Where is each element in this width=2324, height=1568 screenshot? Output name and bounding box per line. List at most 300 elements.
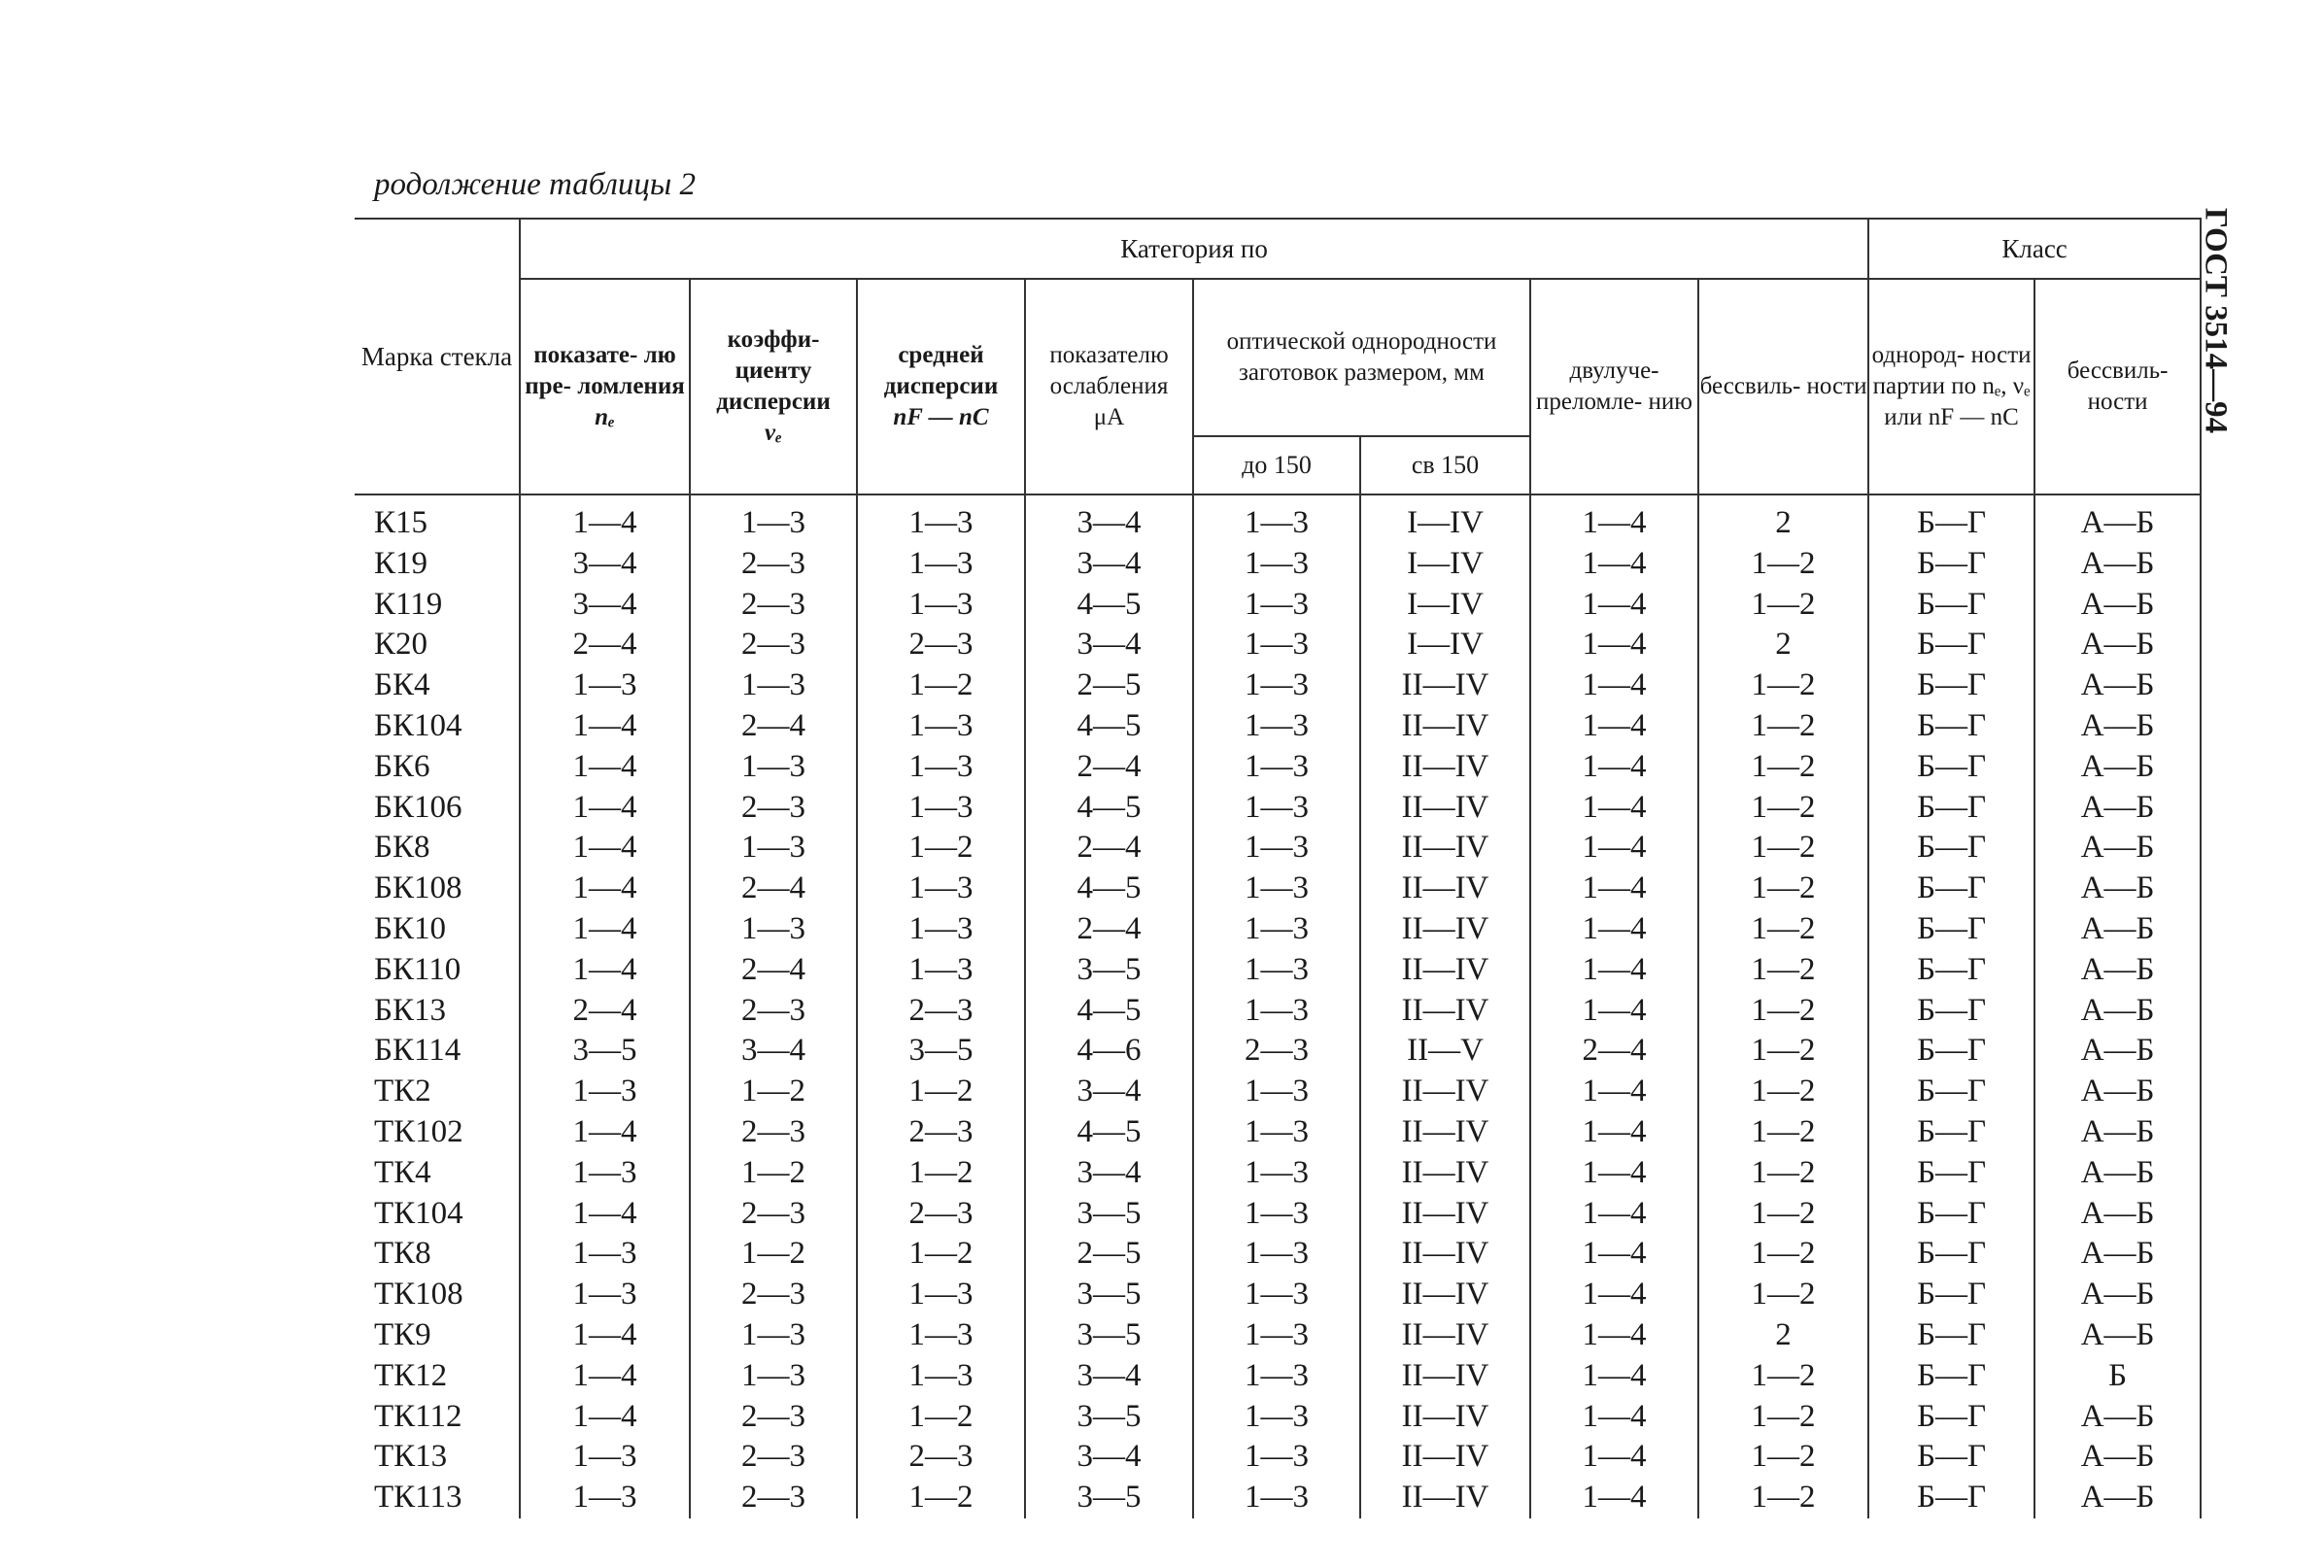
cell-brand: ТК2 [355, 1072, 520, 1112]
cell-brand: БК8 [355, 828, 520, 869]
cell-bubbles: 1—2 [1698, 991, 1868, 1032]
header-attenuation [1025, 279, 1193, 494]
cell-homog-up-to-150: 1—3 [1193, 828, 1360, 869]
table-row [355, 665, 2201, 706]
table-row [355, 1072, 2201, 1112]
cell-class-homogeneity: Б—Г [1868, 1397, 2034, 1438]
cell-brand: ТК113 [355, 1478, 520, 1518]
cell-homog-over-150: II—IV [1360, 788, 1530, 829]
cell-bubbles: 2 [1698, 1315, 1868, 1356]
table-row [355, 950, 2201, 991]
cell-brand: ТК104 [355, 1194, 520, 1235]
cell-homog-up-to-150: 1—3 [1193, 1478, 1360, 1518]
cell-homog-up-to-150: 1—3 [1193, 1315, 1360, 1356]
cell-class-homogeneity: Б—Г [1868, 950, 2034, 991]
cell-dispersion-coef: 2—3 [690, 788, 857, 829]
cell-homog-over-150: I—IV [1360, 494, 1530, 544]
cell-class-bubbles: А—Б [2034, 544, 2201, 585]
cell-birefringence: 1—4 [1530, 1234, 1698, 1275]
header-refraction-symbol: nₑ [595, 404, 615, 430]
cell-brand: ТК13 [355, 1437, 520, 1478]
cell-class-homogeneity: Б—Г [1868, 1315, 2034, 1356]
cell-dispersion-coef: 2—3 [690, 544, 857, 585]
cell-homog-over-150: II—IV [1360, 1194, 1530, 1235]
cell-brand: К15 [355, 494, 520, 544]
cell-dispersion-coef: 1—3 [690, 747, 857, 788]
cell-class-bubbles: А—Б [2034, 625, 2201, 665]
table-row [355, 1397, 2201, 1438]
cell-class-bubbles: Б [2034, 1356, 2201, 1397]
cell-attenuation: 2—5 [1025, 1234, 1193, 1275]
header-category-group: Категория по [520, 219, 1868, 279]
cell-bubbles: 1—2 [1698, 747, 1868, 788]
cell-homog-up-to-150: 1—3 [1193, 869, 1360, 909]
cell-class-homogeneity: Б—Г [1868, 747, 2034, 788]
cell-homog-up-to-150: 1—3 [1193, 706, 1360, 747]
cell-bubbles: 1—2 [1698, 950, 1868, 991]
cell-mean-dispersion: 1—3 [857, 1315, 1025, 1356]
header-homogeneity: оптической однородности заготовок размером, мм [1193, 279, 1530, 436]
cell-class-bubbles: А—Б [2034, 665, 2201, 706]
cell-attenuation: 4—5 [1025, 1112, 1193, 1153]
table-row [355, 625, 2201, 665]
cell-homog-over-150: II—IV [1360, 1112, 1530, 1153]
table-row [355, 869, 2201, 909]
cell-class-homogeneity: Б—Г [1868, 1275, 2034, 1315]
cell-refraction: 1—4 [520, 869, 690, 909]
cell-homog-up-to-150: 1—3 [1193, 1194, 1360, 1235]
cell-homog-over-150: II—V [1360, 1031, 1530, 1072]
cell-refraction: 3—4 [520, 585, 690, 626]
cell-birefringence: 1—4 [1530, 1478, 1698, 1518]
cell-mean-dispersion: 1—2 [857, 665, 1025, 706]
cell-homog-up-to-150: 1—3 [1193, 747, 1360, 788]
cell-homog-over-150: II—IV [1360, 1275, 1530, 1315]
cell-homog-over-150: II—IV [1360, 1315, 1530, 1356]
cell-refraction: 1—3 [520, 1275, 690, 1315]
cell-brand: БК106 [355, 788, 520, 829]
cell-attenuation: 3—4 [1025, 625, 1193, 665]
header-up-to-150: до 150 [1193, 436, 1360, 494]
cell-dispersion-coef: 2—4 [690, 706, 857, 747]
header-class-homogeneity: однород- ности партии по nₑ, νₑ или nF — nC [1868, 279, 2034, 494]
cell-homog-up-to-150: 1—3 [1193, 665, 1360, 706]
cell-attenuation: 4—5 [1025, 585, 1193, 626]
cell-mean-dispersion: 1—2 [857, 828, 1025, 869]
table-caption: родолжение таблицы 2 [374, 167, 696, 202]
cell-dispersion-coef: 3—4 [690, 1031, 857, 1072]
cell-brand: БК13 [355, 991, 520, 1032]
cell-bubbles: 1—2 [1698, 1397, 1868, 1438]
cell-class-bubbles: А—Б [2034, 706, 2201, 747]
cell-bubbles: 1—2 [1698, 1437, 1868, 1478]
cell-refraction: 1—4 [520, 494, 690, 544]
cell-birefringence: 1—4 [1530, 706, 1698, 747]
cell-class-bubbles: А—Б [2034, 1153, 2201, 1194]
cell-attenuation: 3—5 [1025, 950, 1193, 991]
cell-refraction: 1—4 [520, 1112, 690, 1153]
cell-dispersion-coef: 1—2 [690, 1153, 857, 1194]
cell-homog-up-to-150: 1—3 [1193, 991, 1360, 1032]
cell-mean-dispersion: 1—2 [857, 1072, 1025, 1112]
cell-birefringence: 1—4 [1530, 1315, 1698, 1356]
cell-homog-up-to-150: 1—3 [1193, 1153, 1360, 1194]
cell-class-bubbles: А—Б [2034, 1234, 2201, 1275]
header-attenuation-label: показателю ослабления [1049, 342, 1169, 399]
table-row [355, 909, 2201, 950]
header-attenuation-symbol: μA [1093, 404, 1125, 430]
cell-class-homogeneity: Б—Г [1868, 1194, 2034, 1235]
cell-refraction: 1—3 [520, 1234, 690, 1275]
standard-code: ГОСТ 3514—94 [2198, 207, 2234, 434]
cell-refraction: 1—3 [520, 1072, 690, 1112]
table-row [355, 494, 2201, 544]
cell-class-bubbles: А—Б [2034, 1315, 2201, 1356]
cell-attenuation: 2—5 [1025, 665, 1193, 706]
cell-mean-dispersion: 1—3 [857, 788, 1025, 829]
header-mean-dispersion-symbol: nF — nC [893, 404, 989, 430]
table-row [355, 1112, 2201, 1153]
cell-attenuation: 3—5 [1025, 1315, 1193, 1356]
cell-homog-over-150: II—IV [1360, 747, 1530, 788]
cell-class-homogeneity: Б—Г [1868, 706, 2034, 747]
table-body [355, 494, 2201, 1518]
table-row [355, 1315, 2201, 1356]
table-row [355, 991, 2201, 1032]
cell-homog-over-150: II—IV [1360, 909, 1530, 950]
cell-class-bubbles: А—Б [2034, 1031, 2201, 1072]
cell-bubbles: 1—2 [1698, 1072, 1868, 1112]
cell-dispersion-coef: 1—3 [690, 665, 857, 706]
cell-brand: БК104 [355, 706, 520, 747]
cell-class-bubbles: А—Б [2034, 1437, 2201, 1478]
header-refraction [520, 279, 690, 494]
cell-attenuation: 4—5 [1025, 869, 1193, 909]
cell-dispersion-coef: 2—3 [690, 1112, 857, 1153]
cell-homog-over-150: II—IV [1360, 1234, 1530, 1275]
cell-refraction: 1—4 [520, 1397, 690, 1438]
cell-birefringence: 1—4 [1530, 950, 1698, 991]
cell-homog-up-to-150: 1—3 [1193, 625, 1360, 665]
cell-class-homogeneity: Б—Г [1868, 1234, 2034, 1275]
cell-bubbles: 1—2 [1698, 706, 1868, 747]
cell-class-homogeneity: Б—Г [1868, 1153, 2034, 1194]
cell-attenuation: 2—4 [1025, 828, 1193, 869]
cell-bubbles: 1—2 [1698, 1194, 1868, 1235]
cell-attenuation: 4—5 [1025, 706, 1193, 747]
cell-homog-up-to-150: 1—3 [1193, 950, 1360, 991]
cell-bubbles: 1—2 [1698, 869, 1868, 909]
cell-class-bubbles: А—Б [2034, 1194, 2201, 1235]
cell-brand: ТК108 [355, 1275, 520, 1315]
cell-birefringence: 1—4 [1530, 625, 1698, 665]
cell-mean-dispersion: 1—2 [857, 1478, 1025, 1518]
cell-homog-over-150: II—IV [1360, 950, 1530, 991]
cell-mean-dispersion: 1—3 [857, 1275, 1025, 1315]
cell-homog-up-to-150: 1—3 [1193, 1072, 1360, 1112]
cell-homog-over-150: II—IV [1360, 1478, 1530, 1518]
cell-mean-dispersion: 3—5 [857, 1031, 1025, 1072]
cell-class-homogeneity: Б—Г [1868, 1072, 2034, 1112]
cell-class-bubbles: А—Б [2034, 1397, 2201, 1438]
cell-refraction: 1—3 [520, 1437, 690, 1478]
cell-bubbles: 1—2 [1698, 909, 1868, 950]
cell-birefringence: 1—4 [1530, 1356, 1698, 1397]
header-class-group: Класс [1868, 219, 2201, 279]
cell-birefringence: 1—4 [1530, 1112, 1698, 1153]
cell-class-homogeneity: Б—Г [1868, 625, 2034, 665]
cell-mean-dispersion: 1—3 [857, 1356, 1025, 1397]
cell-birefringence: 1—4 [1530, 1437, 1698, 1478]
cell-homog-over-150: II—IV [1360, 1356, 1530, 1397]
cell-dispersion-coef: 1—3 [690, 1356, 857, 1397]
cell-homog-up-to-150: 1—3 [1193, 585, 1360, 626]
cell-brand: К19 [355, 544, 520, 585]
cell-mean-dispersion: 1—3 [857, 950, 1025, 991]
cell-bubbles: 1—2 [1698, 665, 1868, 706]
cell-class-bubbles: А—Б [2034, 585, 2201, 626]
cell-birefringence: 1—4 [1530, 1397, 1698, 1438]
cell-bubbles: 1—2 [1698, 1356, 1868, 1397]
cell-mean-dispersion: 2—3 [857, 1437, 1025, 1478]
cell-refraction: 3—5 [520, 1031, 690, 1072]
cell-birefringence: 1—4 [1530, 1194, 1698, 1235]
cell-refraction: 1—4 [520, 909, 690, 950]
cell-mean-dispersion: 1—3 [857, 494, 1025, 544]
cell-class-bubbles: А—Б [2034, 1275, 2201, 1315]
table-row [355, 1234, 2201, 1275]
header-mean-dispersion-label: средней дисперсии [883, 342, 999, 399]
cell-class-bubbles: А—Б [2034, 869, 2201, 909]
cell-brand: К119 [355, 585, 520, 626]
table-row [355, 1031, 2201, 1072]
table-row [355, 706, 2201, 747]
cell-mean-dispersion: 1—2 [857, 1153, 1025, 1194]
cell-attenuation: 4—6 [1025, 1031, 1193, 1072]
cell-dispersion-coef: 1—2 [690, 1072, 857, 1112]
cell-homog-up-to-150: 2—3 [1193, 1031, 1360, 1072]
cell-homog-over-150: II—IV [1360, 1153, 1530, 1194]
cell-class-bubbles: А—Б [2034, 788, 2201, 829]
table-row [355, 544, 2201, 585]
table-row [355, 828, 2201, 869]
cell-homog-up-to-150: 1—3 [1193, 1356, 1360, 1397]
cell-mean-dispersion: 2—3 [857, 991, 1025, 1032]
cell-birefringence: 2—4 [1530, 1031, 1698, 1072]
cell-refraction: 3—4 [520, 544, 690, 585]
cell-dispersion-coef: 2—4 [690, 869, 857, 909]
cell-dispersion-coef: 2—3 [690, 625, 857, 665]
cell-mean-dispersion: 1—3 [857, 585, 1025, 626]
cell-brand: ТК112 [355, 1397, 520, 1438]
cell-refraction: 1—4 [520, 788, 690, 829]
cell-brand: ТК9 [355, 1315, 520, 1356]
cell-refraction: 1—4 [520, 1194, 690, 1235]
cell-attenuation: 3—4 [1025, 1356, 1193, 1397]
cell-homog-up-to-150: 1—3 [1193, 544, 1360, 585]
cell-brand: БК4 [355, 665, 520, 706]
cell-refraction: 1—4 [520, 1356, 690, 1397]
cell-birefringence: 1—4 [1530, 494, 1698, 544]
cell-attenuation: 3—4 [1025, 1153, 1193, 1194]
cell-birefringence: 1—4 [1530, 585, 1698, 626]
cell-class-bubbles: А—Б [2034, 494, 2201, 544]
cell-homog-up-to-150: 1—3 [1193, 909, 1360, 950]
cell-birefringence: 1—4 [1530, 1153, 1698, 1194]
cell-refraction: 1—4 [520, 828, 690, 869]
header-mean-dispersion [857, 279, 1025, 494]
cell-mean-dispersion: 1—2 [857, 1234, 1025, 1275]
cell-dispersion-coef: 1—2 [690, 1234, 857, 1275]
cell-birefringence: 1—4 [1530, 747, 1698, 788]
cell-attenuation: 2—4 [1025, 909, 1193, 950]
cell-refraction: 1—3 [520, 1478, 690, 1518]
cell-bubbles: 1—2 [1698, 544, 1868, 585]
cell-brand: ТК12 [355, 1356, 520, 1397]
cell-bubbles: 1—2 [1698, 1112, 1868, 1153]
cell-dispersion-coef: 2—3 [690, 585, 857, 626]
cell-class-homogeneity: Б—Г [1868, 1356, 2034, 1397]
cell-birefringence: 1—4 [1530, 1072, 1698, 1112]
cell-dispersion-coef: 2—3 [690, 991, 857, 1032]
cell-homog-up-to-150: 1—3 [1193, 1397, 1360, 1438]
table-row [355, 747, 2201, 788]
cell-attenuation: 4—5 [1025, 788, 1193, 829]
header-birefringence: двулуче- преломле- нию [1530, 279, 1698, 494]
cell-birefringence: 1—4 [1530, 909, 1698, 950]
cell-attenuation: 3—4 [1025, 544, 1193, 585]
cell-class-bubbles: А—Б [2034, 828, 2201, 869]
cell-class-homogeneity: Б—Г [1868, 828, 2034, 869]
cell-homog-over-150: II—IV [1360, 1397, 1530, 1438]
cell-mean-dispersion: 1—3 [857, 909, 1025, 950]
table-row [355, 1356, 2201, 1397]
cell-refraction: 1—3 [520, 1153, 690, 1194]
cell-class-homogeneity: Б—Г [1868, 869, 2034, 909]
cell-dispersion-coef: 2—3 [690, 1275, 857, 1315]
cell-class-homogeneity: Б—Г [1868, 1437, 2034, 1478]
cell-bubbles: 1—2 [1698, 1275, 1868, 1315]
cell-class-homogeneity: Б—Г [1868, 585, 2034, 626]
cell-homog-over-150: I—IV [1360, 585, 1530, 626]
cell-dispersion-coef: 2—3 [690, 1437, 857, 1478]
cell-class-bubbles: А—Б [2034, 950, 2201, 991]
cell-bubbles: 1—2 [1698, 1153, 1868, 1194]
cell-dispersion-coef: 1—3 [690, 828, 857, 869]
cell-mean-dispersion: 1—3 [857, 544, 1025, 585]
cell-mean-dispersion: 1—2 [857, 1397, 1025, 1438]
cell-refraction: 2—4 [520, 625, 690, 665]
cell-birefringence: 1—4 [1530, 544, 1698, 585]
cell-brand: БК114 [355, 1031, 520, 1072]
cell-brand: БК6 [355, 747, 520, 788]
cell-homog-over-150: I—IV [1360, 544, 1530, 585]
header-over-150: св 150 [1360, 436, 1530, 494]
header-dispersion-coef [690, 279, 857, 494]
cell-bubbles: 1—2 [1698, 1234, 1868, 1275]
table-row [355, 1194, 2201, 1235]
cell-class-bubbles: А—Б [2034, 747, 2201, 788]
cell-homog-over-150: II—IV [1360, 828, 1530, 869]
cell-homog-over-150: II—IV [1360, 869, 1530, 909]
cell-dispersion-coef: 1—3 [690, 494, 857, 544]
cell-class-homogeneity: Б—Г [1868, 788, 2034, 829]
cell-homog-up-to-150: 1—3 [1193, 494, 1360, 544]
cell-mean-dispersion: 2—3 [857, 625, 1025, 665]
cell-class-homogeneity: Б—Г [1868, 991, 2034, 1032]
cell-attenuation: 3—4 [1025, 1437, 1193, 1478]
cell-homog-over-150: II—IV [1360, 991, 1530, 1032]
cell-attenuation: 3—4 [1025, 494, 1193, 544]
cell-bubbles: 1—2 [1698, 1031, 1868, 1072]
cell-homog-up-to-150: 1—3 [1193, 1275, 1360, 1315]
cell-mean-dispersion: 2—3 [857, 1194, 1025, 1235]
cell-homog-over-150: I—IV [1360, 625, 1530, 665]
cell-refraction: 1—4 [520, 706, 690, 747]
cell-refraction: 1—4 [520, 950, 690, 991]
cell-attenuation: 3—4 [1025, 1072, 1193, 1112]
cell-refraction: 1—4 [520, 747, 690, 788]
cell-birefringence: 1—4 [1530, 869, 1698, 909]
cell-class-homogeneity: Б—Г [1868, 665, 2034, 706]
glass-category-table [355, 218, 2202, 1518]
cell-dispersion-coef: 2—3 [690, 1478, 857, 1518]
cell-brand: ТК8 [355, 1234, 520, 1275]
cell-homog-over-150: II—IV [1360, 665, 1530, 706]
header-bubbles: бессвиль- ности [1698, 279, 1868, 494]
cell-bubbles: 2 [1698, 625, 1868, 665]
cell-attenuation: 3—5 [1025, 1397, 1193, 1438]
cell-bubbles: 2 [1698, 494, 1868, 544]
cell-class-bubbles: А—Б [2034, 1072, 2201, 1112]
cell-class-bubbles: А—Б [2034, 1112, 2201, 1153]
table-row [355, 585, 2201, 626]
cell-refraction: 1—3 [520, 665, 690, 706]
cell-dispersion-coef: 2—3 [690, 1397, 857, 1438]
table-row [355, 1153, 2201, 1194]
cell-mean-dispersion: 1—3 [857, 869, 1025, 909]
cell-attenuation: 3—5 [1025, 1478, 1193, 1518]
cell-brand: БК108 [355, 869, 520, 909]
cell-class-homogeneity: Б—Г [1868, 1031, 2034, 1072]
cell-mean-dispersion: 1—3 [857, 706, 1025, 747]
cell-refraction: 2—4 [520, 991, 690, 1032]
cell-class-homogeneity: Б—Г [1868, 544, 2034, 585]
cell-homog-up-to-150: 1—3 [1193, 1112, 1360, 1153]
header-dispersion-coef-label: коэффи- циенту дисперсии [716, 326, 831, 415]
cell-bubbles: 1—2 [1698, 585, 1868, 626]
header-class-bubbles: бессвиль- ности [2034, 279, 2201, 494]
header-refraction-label: показате- лю пре- ломления [525, 342, 685, 399]
table-row [355, 788, 2201, 829]
cell-birefringence: 1—4 [1530, 1275, 1698, 1315]
cell-homog-up-to-150: 1—3 [1193, 1437, 1360, 1478]
cell-birefringence: 1—4 [1530, 828, 1698, 869]
cell-dispersion-coef: 1—3 [690, 1315, 857, 1356]
cell-attenuation: 2—4 [1025, 747, 1193, 788]
table-row [355, 1478, 2201, 1518]
cell-brand: БК10 [355, 909, 520, 950]
cell-class-bubbles: А—Б [2034, 909, 2201, 950]
cell-homog-over-150: II—IV [1360, 706, 1530, 747]
cell-homog-up-to-150: 1—3 [1193, 1234, 1360, 1275]
cell-birefringence: 1—4 [1530, 788, 1698, 829]
table-row [355, 1275, 2201, 1315]
table-row [355, 1437, 2201, 1478]
cell-class-bubbles: А—Б [2034, 991, 2201, 1032]
cell-homog-over-150: II—IV [1360, 1437, 1530, 1478]
cell-class-homogeneity: Б—Г [1868, 909, 2034, 950]
